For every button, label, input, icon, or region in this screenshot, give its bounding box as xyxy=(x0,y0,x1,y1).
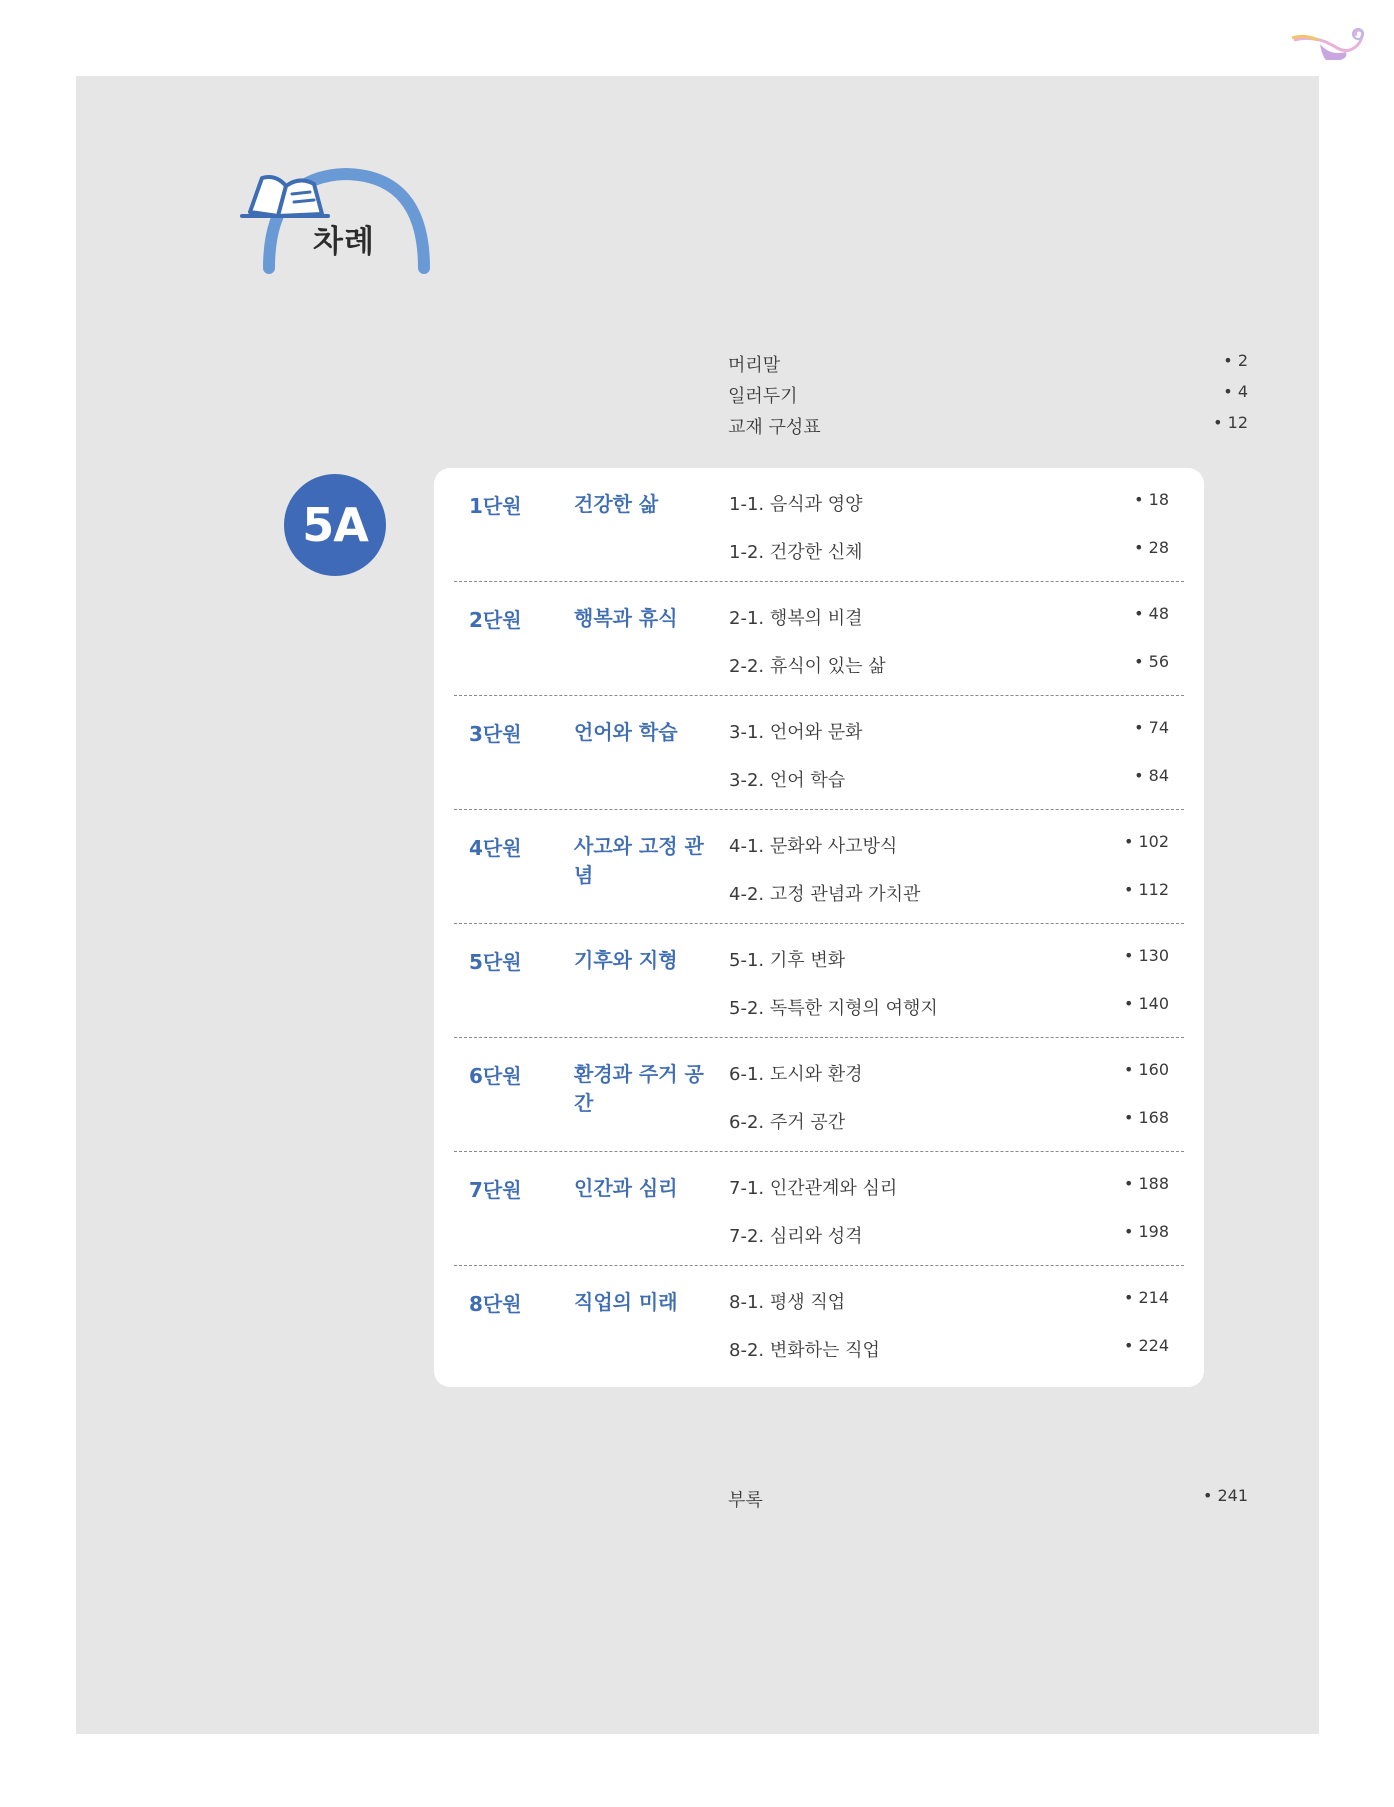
unit-title: 사고와 고정 관념 xyxy=(574,834,704,887)
unit-section xyxy=(454,810,1184,924)
lesson-label: 2-2. 휴식이 있는 삶 xyxy=(729,656,886,677)
unit-number: 8단원 xyxy=(469,1292,522,1316)
lesson-label: 2-1. 행복의 비결 xyxy=(729,608,863,629)
lesson-page: • 112 xyxy=(1123,880,1169,899)
lesson-label: 3-1. 언어와 문화 xyxy=(729,722,863,743)
lesson-item[interactable] xyxy=(729,880,1169,906)
unit-number: 6단원 xyxy=(469,1064,522,1088)
lesson-label: 7-1. 인간관계와 심리 xyxy=(729,1178,898,1199)
lesson-page: • 140 xyxy=(1123,994,1169,1013)
lesson-label: 5-1. 기후 변화 xyxy=(729,950,846,971)
lesson-item[interactable] xyxy=(729,1336,1169,1362)
unit-section xyxy=(454,468,1184,582)
lesson-label: 6-2. 주거 공간 xyxy=(729,1112,846,1133)
unit-section xyxy=(454,1266,1184,1380)
unit-title: 직업의 미래 xyxy=(574,1290,678,1314)
lesson-page: • 28 xyxy=(1134,538,1169,557)
volume-badge: 5A xyxy=(284,474,386,576)
unit-number: 7단원 xyxy=(469,1178,522,1202)
unit-number: 5단원 xyxy=(469,950,522,974)
toc-page xyxy=(76,76,1319,1734)
unit-title: 행복과 휴식 xyxy=(574,606,678,630)
lesson-label: 5-2. 독특한 지형의 여행지 xyxy=(729,998,938,1019)
lesson-page: • 130 xyxy=(1123,946,1169,965)
lesson-label: 4-1. 문화와 사고방식 xyxy=(729,836,898,857)
unit-number: 4단원 xyxy=(469,836,522,860)
lesson-page: • 74 xyxy=(1134,718,1169,737)
page-title: 차례 xyxy=(313,224,375,260)
lesson-page: • 188 xyxy=(1123,1174,1169,1193)
lesson-item[interactable] xyxy=(729,1060,1169,1086)
front-matter-label: 머리말 xyxy=(728,355,781,376)
front-matter-label: 일러두기 xyxy=(728,386,798,407)
unit-title: 인간과 심리 xyxy=(574,1176,678,1200)
unit-section xyxy=(454,1038,1184,1152)
unit-number: 3단원 xyxy=(469,722,522,746)
front-matter-page: • 12 xyxy=(1213,413,1248,432)
front-matter-label: 교재 구성표 xyxy=(728,417,821,438)
front-matter-item[interactable] xyxy=(728,413,1248,444)
lesson-page: • 48 xyxy=(1134,604,1169,623)
unit-number: 2단원 xyxy=(469,608,522,632)
lesson-page: • 84 xyxy=(1134,766,1169,785)
lesson-item[interactable] xyxy=(729,652,1169,678)
lesson-page: • 102 xyxy=(1123,832,1169,851)
lesson-page: • 56 xyxy=(1134,652,1169,671)
appendix-page: • 241 xyxy=(1202,1486,1248,1505)
magic-lamp-icon xyxy=(1290,22,1370,64)
lesson-label: 6-1. 도시와 환경 xyxy=(729,1064,863,1085)
lesson-label: 8-2. 변화하는 직업 xyxy=(729,1340,880,1361)
lesson-item[interactable] xyxy=(729,1222,1169,1248)
lesson-page: • 168 xyxy=(1123,1108,1169,1127)
lesson-item[interactable] xyxy=(729,1288,1169,1314)
lesson-item[interactable] xyxy=(729,538,1169,564)
unit-title: 건강한 삶 xyxy=(574,492,659,516)
lesson-page: • 198 xyxy=(1123,1222,1169,1241)
unit-section xyxy=(454,1152,1184,1266)
appendix-item[interactable] xyxy=(728,1486,1248,1516)
lesson-item[interactable] xyxy=(729,832,1169,858)
unit-title: 환경과 주거 공간 xyxy=(574,1062,704,1115)
units-card xyxy=(434,468,1204,1387)
front-matter-page: • 4 xyxy=(1223,382,1248,401)
lesson-label: 8-1. 평생 직업 xyxy=(729,1292,846,1313)
lesson-item[interactable] xyxy=(729,946,1169,972)
lesson-label: 1-2. 건강한 신체 xyxy=(729,542,863,563)
lesson-label: 4-2. 고정 관념과 가치관 xyxy=(729,884,921,905)
lesson-label: 7-2. 심리와 성격 xyxy=(729,1226,863,1247)
front-matter-list xyxy=(728,351,1248,444)
lesson-page: • 160 xyxy=(1123,1060,1169,1079)
lesson-item[interactable] xyxy=(729,1108,1169,1134)
lesson-item[interactable] xyxy=(729,994,1169,1020)
lesson-label: 3-2. 언어 학습 xyxy=(729,770,846,791)
appendix-label: 부록 xyxy=(728,1490,763,1511)
front-matter-page: • 2 xyxy=(1223,351,1248,370)
lesson-label: 1-1. 음식과 영양 xyxy=(729,494,863,515)
unit-title: 기후와 지형 xyxy=(574,948,678,972)
unit-section xyxy=(454,696,1184,810)
unit-section xyxy=(454,582,1184,696)
unit-title: 언어와 학습 xyxy=(574,720,678,744)
unit-number: 1단원 xyxy=(469,494,522,518)
lesson-page: • 18 xyxy=(1134,490,1169,509)
lesson-item[interactable] xyxy=(729,766,1169,792)
lesson-item[interactable] xyxy=(729,604,1169,630)
lesson-item[interactable] xyxy=(729,1174,1169,1200)
lesson-item[interactable] xyxy=(729,718,1169,744)
front-matter-item[interactable] xyxy=(728,351,1248,382)
lesson-page: • 214 xyxy=(1123,1288,1169,1307)
lesson-page: • 224 xyxy=(1123,1336,1169,1355)
lesson-item[interactable] xyxy=(729,490,1169,516)
front-matter-item[interactable] xyxy=(728,382,1248,413)
unit-section xyxy=(454,924,1184,1038)
